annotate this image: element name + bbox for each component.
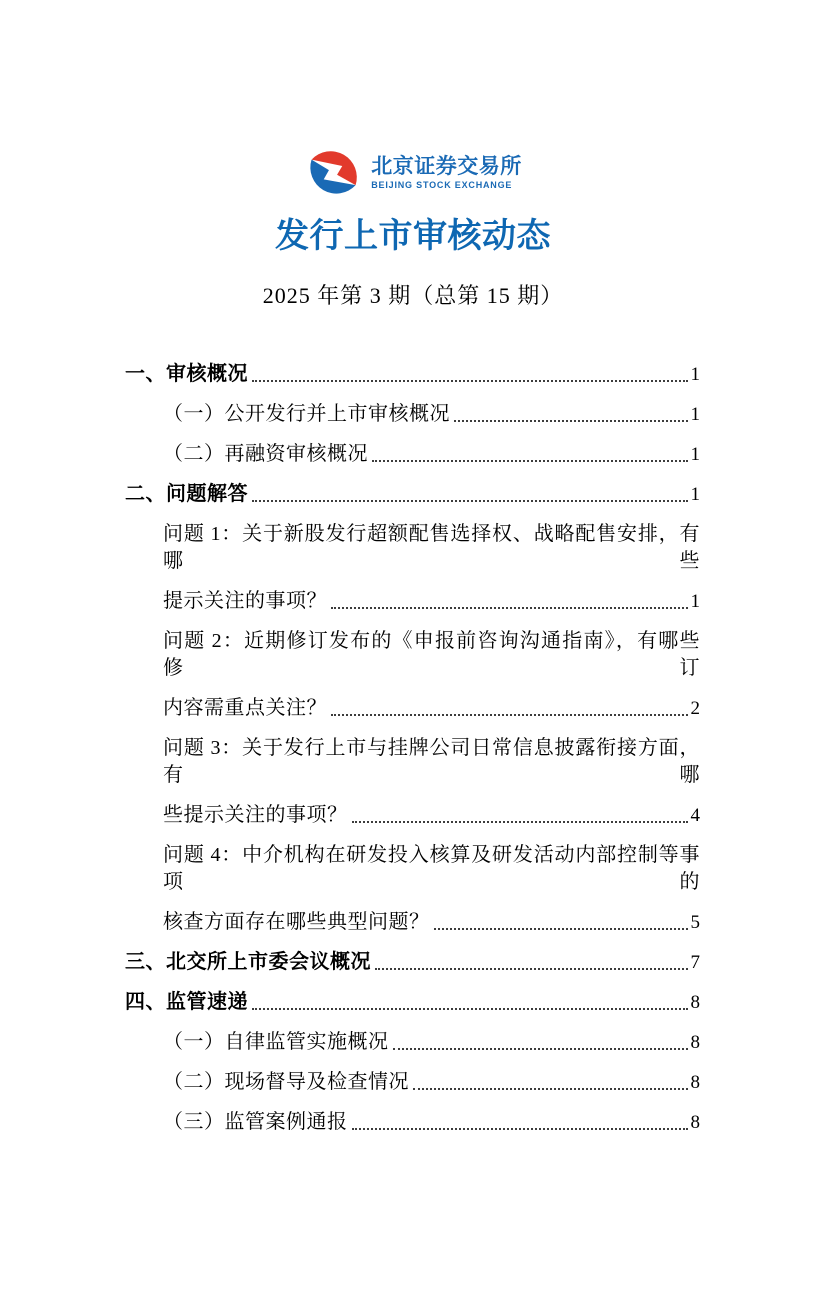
toc-entry[interactable] <box>125 628 700 682</box>
toc-page-number: 8 <box>690 1112 700 1133</box>
toc-page-number: 1 <box>690 484 700 505</box>
toc-entry-text: 问题 1：关于新股发行超额配售选择权、战略配售安排，有哪些 <box>163 523 700 572</box>
toc-dot-leader <box>375 968 688 970</box>
toc-entry[interactable] <box>125 521 700 575</box>
toc-entry-text: 提示关注的事项？ <box>163 590 327 612</box>
page-title: 发行上市审核动态 <box>275 218 551 255</box>
toc-entry[interactable] <box>125 441 700 468</box>
toc-page-number: 8 <box>690 1072 700 1093</box>
toc-dot-leader <box>252 380 688 382</box>
toc-entry-text: 内容需重点关注？ <box>163 697 327 719</box>
toc-entry[interactable] <box>125 401 700 428</box>
toc-entry-text: （一）公开发行并上市审核概况 <box>163 403 450 425</box>
toc-entry[interactable] <box>125 1109 700 1136</box>
toc-entry[interactable] <box>125 735 700 789</box>
toc-entry-text: （三）监管案例通报 <box>163 1111 348 1133</box>
toc-dot-leader <box>372 460 688 462</box>
toc-dot-leader <box>252 500 688 502</box>
toc-page-number: 1 <box>690 404 700 425</box>
logo-name-cn: 北京证券交易所 <box>371 155 522 178</box>
toc-page-number: 1 <box>690 591 700 612</box>
toc-entry-text: 二、问题解答 <box>125 483 248 505</box>
toc-dot-leader <box>252 1008 688 1010</box>
toc-entry-text: 四、监管速递 <box>125 991 248 1013</box>
toc-entry[interactable] <box>125 949 700 976</box>
toc-entry-text: 一、审核概况 <box>125 363 248 385</box>
toc-page-number: 2 <box>690 698 700 719</box>
toc-dot-leader <box>352 1128 688 1130</box>
toc-dot-leader <box>393 1048 688 1050</box>
toc-page-number: 7 <box>690 952 700 973</box>
toc-dot-leader <box>413 1088 688 1090</box>
toc-dot-leader <box>434 928 688 930</box>
logo-text-block <box>371 155 522 191</box>
toc-entry-text: （二）现场督导及检查情况 <box>163 1071 409 1093</box>
toc-dot-leader <box>454 420 688 422</box>
toc-dot-leader <box>331 607 688 609</box>
toc-entry[interactable] <box>125 1029 700 1056</box>
issue-line: 2025 年第 3 期（总第 15 期） <box>262 283 564 308</box>
toc-entry-text: 核查方面存在哪些典型问题？ <box>163 911 430 933</box>
toc-entry[interactable] <box>125 361 700 388</box>
toc-entry-text: （二）再融资审核概况 <box>163 443 368 465</box>
toc-entry-text: 三、北交所上市委会议概况 <box>125 951 371 973</box>
toc-dot-leader <box>352 821 688 823</box>
toc-entry[interactable] <box>125 842 700 896</box>
table-of-contents <box>125 361 700 1136</box>
toc-page-number: 1 <box>690 364 700 385</box>
toc-page-number: 1 <box>690 444 700 465</box>
logo-name-en: BEIJING STOCK EXCHANGE <box>371 180 513 190</box>
bse-logo <box>0 142 826 204</box>
toc-entry[interactable] <box>125 695 700 722</box>
toc-entry-text: 问题 2：近期修订发布的《申报前咨询沟通指南》，有哪些修订 <box>163 630 700 679</box>
toc-entry[interactable] <box>125 802 700 829</box>
bse-logo-icon <box>304 144 362 202</box>
toc-entry-text: （一）自律监管实施概况 <box>163 1031 389 1053</box>
toc-page-number: 5 <box>690 912 700 933</box>
toc-entry[interactable] <box>125 989 700 1016</box>
toc-entry[interactable] <box>125 588 700 615</box>
toc-entry[interactable] <box>125 481 700 508</box>
toc-entry[interactable] <box>125 909 700 936</box>
toc-entry[interactable] <box>125 1069 700 1096</box>
toc-entry-text: 些提示关注的事项？ <box>163 804 348 826</box>
toc-entry-text: 问题 3：关于发行上市与挂牌公司日常信息披露衔接方面，有哪 <box>163 737 700 786</box>
toc-page-number: 8 <box>690 1032 700 1053</box>
toc-page-number: 4 <box>690 805 700 826</box>
toc-entry-text: 问题 4：中介机构在研发投入核算及研发活动内部控制等事项的 <box>163 844 700 893</box>
toc-page-number: 8 <box>690 992 700 1013</box>
toc-dot-leader <box>331 714 688 716</box>
